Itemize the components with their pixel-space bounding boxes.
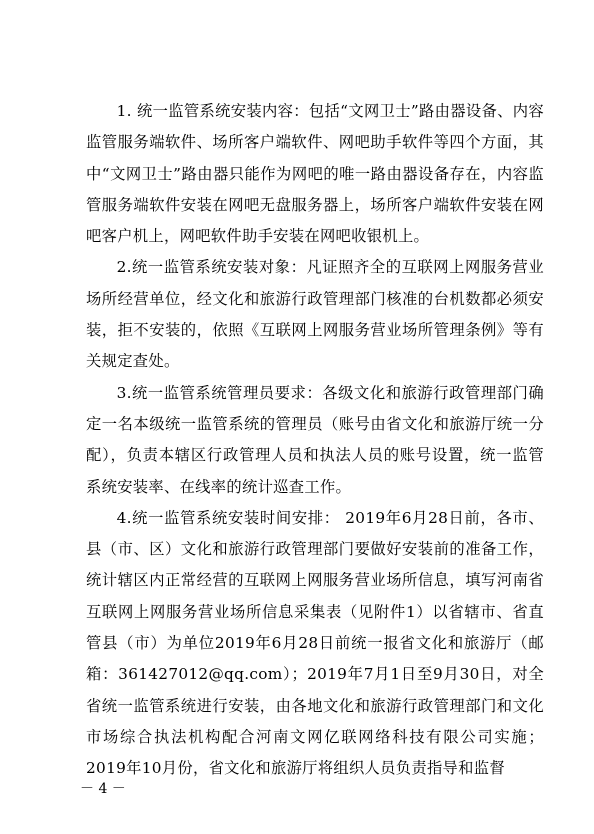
paragraph-installation-target: 2.统一监管系统安装对象：凡证照齐全的互联网上网服务营业场所经营单位，经文化和旅游行政管理部门核准的台机数都必须安装，拒不安装的，依照《互联网上网服务营业场所管理条例》等有关规定查处。	[86, 258, 544, 371]
paragraph-installation-content: 1. 统一监管系统安装内容：包括“文网卫士”路由器设备、内容监管服务端软件、场所客户端软件、网吧助手软件等四个方面，其中“文网卫士”路由器只能作为网吧的唯一路由器设备存在，内容监管服务端软件安装在网吧无盘服务器上，场所客户端软件安装在网吧客户机上，网吧软件助手安装在网吧收银机上。	[86, 102, 544, 246]
paragraph-installation-schedule: 4.统一监管系统安装时间安排： 2019年6月28日前，各市、县（市、区）文化和旅游行政管理部门要做好安装前的准备工作，统计辖区内正常经营的互联网上网服务营业场所信息，填写河南省互联网上网服务营业场所信息采集表（见附件1）以省辖市、省直管县（市）为单位2019年6月28日前统一报省文化和旅游厅（邮箱：361427012@qq.com）；2019年7月1日至9月30日，对全省统一监管系统进行安装，由各地文化和旅游行政管理部门和文化市场综合执法机构配合河南文网亿联网络科技有限公司实施；2019年10月份，省文化和旅游厅将组织人员负责指导和监督	[86, 508, 544, 778]
paragraph-administrator-requirements: 3.统一监管系统管理员要求：各级文化和旅游行政管理部门确定一名本级统一监管系统的管理员（账号由省文化和旅游厅统一分配），负责本辖区行政管理人员和执法人员的账号设置，统一监管系统安装率、在线率的统计巡查工作。	[86, 383, 544, 496]
document-body	[86, 96, 544, 785]
page-number: － 4 －	[80, 781, 126, 797]
